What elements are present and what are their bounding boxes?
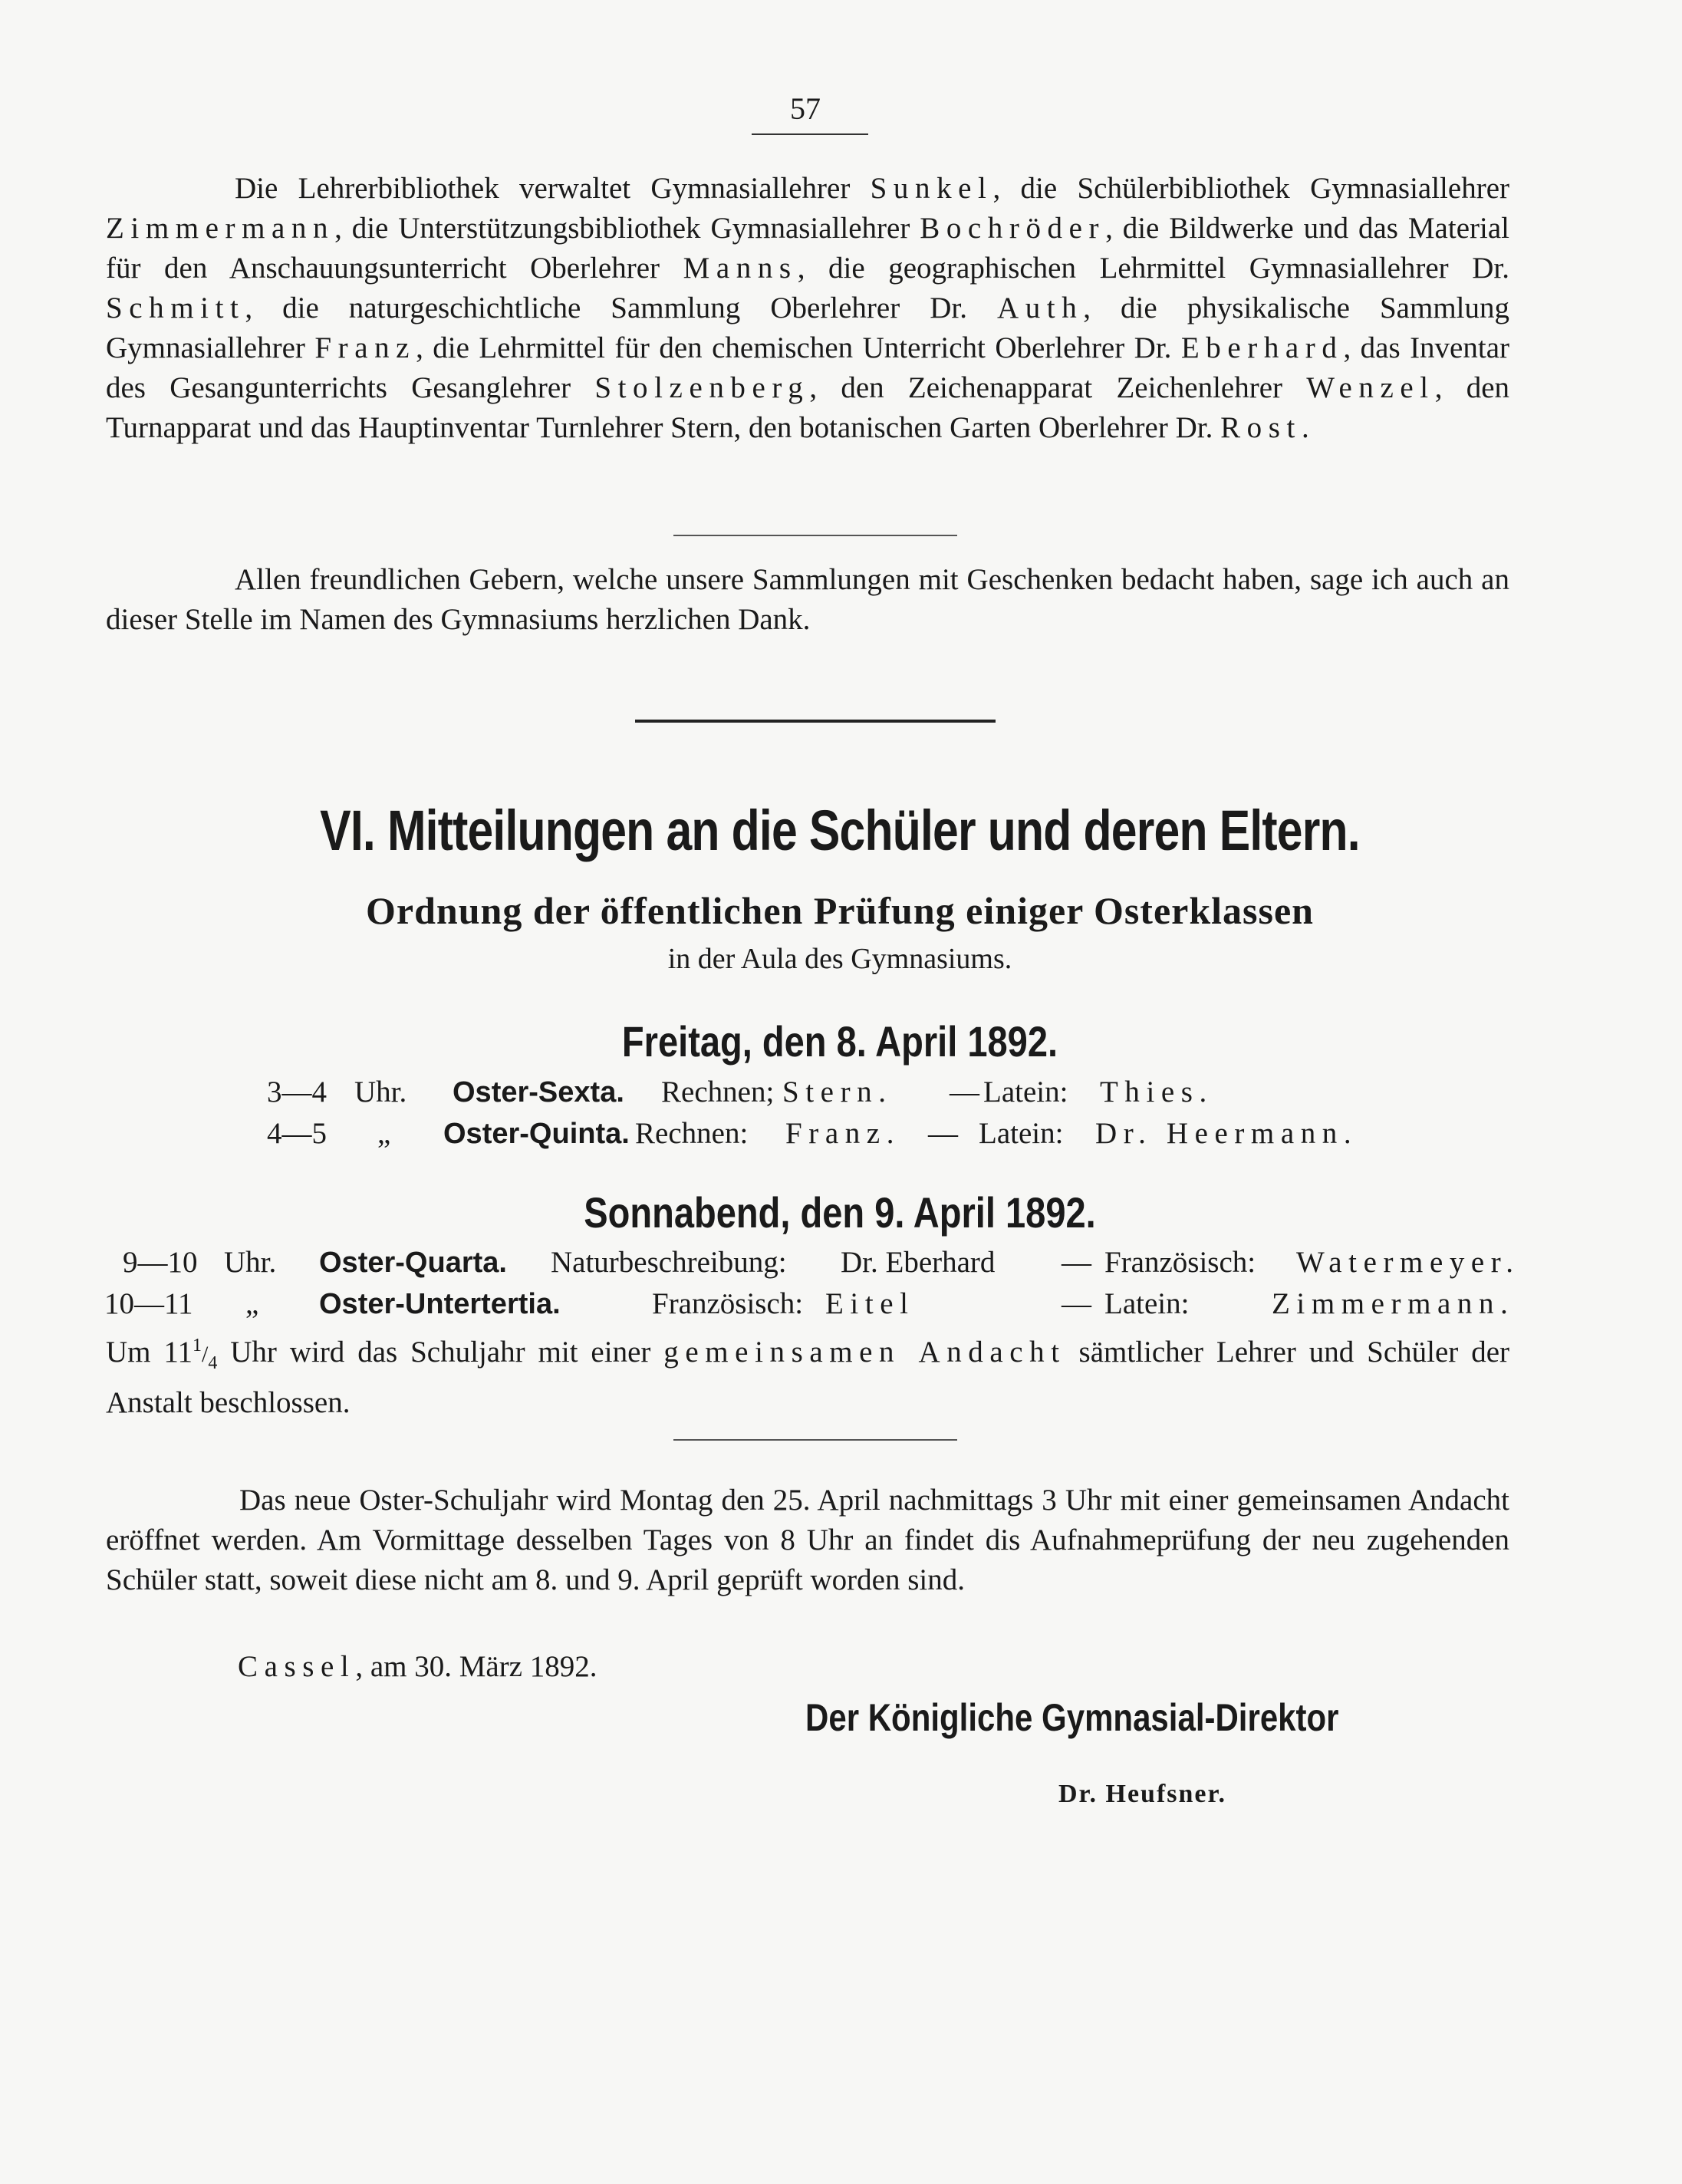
time-slot: 9—10 [123,1246,198,1279]
subject: Latein: [979,1117,1064,1150]
divider-rule [673,1439,957,1441]
time-slot: 4—5 [267,1117,327,1150]
signature-title: Der Königliche Gymnasial-Direktor [805,1696,1339,1739]
teacher-name: Auth [996,292,1084,324]
examiner: Dr. Heermann. [1095,1117,1358,1150]
time-unit: Uhr. [354,1076,407,1108]
dash: — [950,1076,979,1108]
examiner: Zimmermann. [1272,1287,1515,1320]
teacher-name: Rost [1220,411,1302,444]
teacher-name: Zimmermann [106,212,335,245]
time-slot: 3—4 [267,1076,327,1108]
teacher-name: Stolzenberg [594,371,810,404]
section-heading: VI. Mitteilungen an die Schüler und deren Eltern. [320,799,1360,862]
subject: Rechnen: [635,1117,749,1150]
signature-name: Dr. Heufsner. [1058,1780,1226,1808]
examiner: Stern. [782,1076,893,1108]
section-divider-rule [635,720,996,723]
examiner: Thies. [1100,1076,1213,1108]
class-name: Oster-Quarta. [319,1247,507,1279]
time-unit: Uhr. [224,1246,277,1279]
divider-rule [673,535,957,536]
page-number: 57 [790,91,821,126]
subject: Latein: [983,1076,1068,1108]
examiner: Franz. [785,1117,901,1150]
subject: Rechnen; [661,1076,775,1108]
teacher-name: Eberhard [1180,331,1344,364]
teacher-name: Schmitt [106,292,245,324]
new-school-year-paragraph: Das neue Oster-Schuljahr wird Montag den 25. April nachmittags 3 Uhr mit einer gemeinsamen Andacht eröffnet werden. Am Vormittage desselben Tages von 8 Uhr an findet dis Aufnahmeprüfung der neu zugehenden Schüler statt, soweit diese nicht am 8. und 9. April geprüft worden sind. [106,1484,1509,1596]
time-unit: „ [377,1117,391,1150]
closing-ceremony-text: Um $11^1/_4$ Uhr wird das Schuljahr mit einer gemeinsamen Andacht sämtlicher Lehrer und Schüler der Anstalt beschlossen. [106,1336,1509,1419]
examiner: Eitel [825,1287,915,1320]
teacher-name: Manns [683,252,798,285]
teacher-name: Bochröder [920,212,1106,245]
page-number-rule [752,133,868,135]
subject: Latein: [1104,1287,1190,1320]
dash: — [1062,1246,1091,1279]
time-unit: „ [245,1287,259,1320]
class-name: Oster-Sexta. [453,1076,624,1108]
teacher-name: Franz [314,331,416,364]
teacher-name: Sunkel [870,172,993,205]
subject: Naturbeschreibung: [551,1246,787,1279]
teacher-name: Wenzel [1306,371,1435,404]
dash: — [1062,1287,1091,1320]
examiner: Watermeyer. [1296,1246,1520,1279]
exam-location: in der Aula des Gymnasiums. [667,943,1012,975]
signature-place-date: Cassel, am 30. März 1892. [238,1650,597,1683]
day-heading-saturday: Sonnabend, den 9. April 1892. [584,1188,1096,1237]
examiner: Dr. Eberhard [841,1246,996,1279]
library-administration-paragraph: Die Lehrerbibliothek verwaltet Gymnasiallehrer Sunkel, die Schülerbibliothek Gymnasiallehrer Zimmermann, die Unterstützungsbibliothek Gymnasiallehrer Bochröder, die Bildwerke und das Material für den Anschauungsunterricht Oberlehrer Manns, die geographischen Lehrmittel Gymnasiallehrer Dr. Schmitt, die naturgeschichtliche Sammlung Oberlehrer Dr. Auth, die physikalische Sammlung Gymnasiallehrer Franz, die Lehrmittel für den chemischen Unterricht Oberlehrer Dr. Eberhard, das Inventar des Gesangunterrichts Gesanglehrer Stolzenberg, den Zeichenapparat Zeichenlehrer Wenzel, den Turnapparat und das Hauptinventar Turnlehrer Stern, den botanischen Garten Oberlehrer Dr. Rost. [106,172,1510,444]
exam-order-subtitle: Ordnung der öffentlichen Prüfung einiger Osterklassen [366,889,1314,932]
subject: Französisch: [652,1287,804,1320]
thanks-paragraph: Allen freundlichen Gebern, welche unsere Sammlungen mit Geschenken bedacht haben, sage ich auch an dieser Stelle im Namen des Gymnasiums herzlichen Dank. [106,563,1509,636]
dash: — [928,1117,958,1150]
time-slot: 10—11 [104,1287,193,1320]
class-name: Oster-Quinta. [443,1118,630,1150]
day-heading-friday: Freitag, den 8. April 1892. [621,1017,1058,1066]
subject: Französisch: [1104,1246,1256,1279]
class-name: Oster-Untertertia. [319,1288,561,1320]
